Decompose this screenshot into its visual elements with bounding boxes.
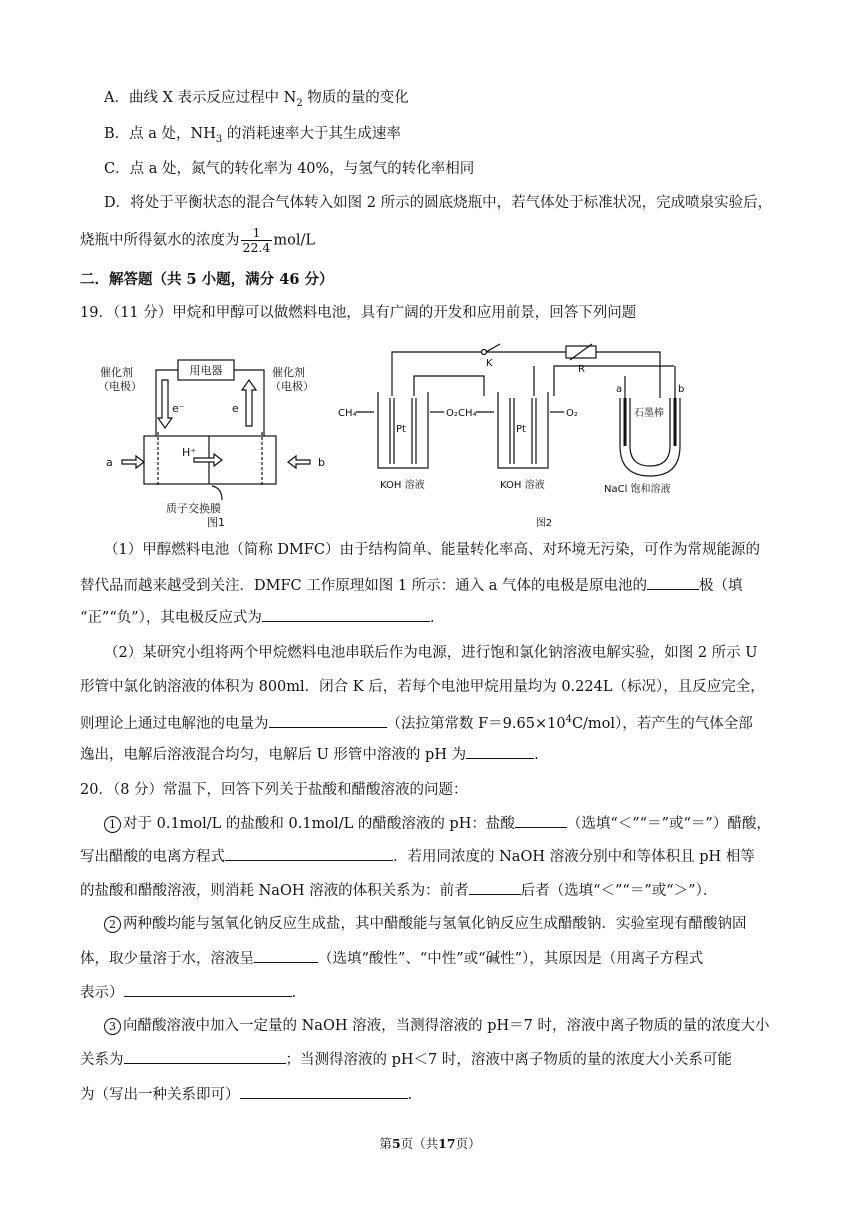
answer-blank[interactable]	[466, 744, 534, 759]
fig2-graphite-label: 石墨棒	[634, 408, 664, 419]
q20-s1-line1-text: 对于 0.1mol/L 的盐酸和 0.1mol/L 的醋酸溶液的 pH：盐酸	[123, 816, 515, 832]
q20-s3-line3	[80, 1084, 412, 1105]
q20-s1-line3-text: 的盐酸和醋酸溶液，则消耗 NaOH 溶液的体积关系为：前者	[80, 883, 469, 899]
option-a-tail: 物质的量的变化	[302, 90, 409, 106]
option-d: D．将处于平衡状态的混合气体转入如图 2 所示的圆底烧瓶中，若气体处于标准状况，完成喷泉实验后，	[104, 195, 773, 211]
q19-p2-line2: 形管中氯化钠溶液的体积为 800ml．闭合 K 后，若每个电池甲烷用量均为 0.224L（标况），且反应完全，	[80, 679, 765, 695]
fig1-inlet-a: a	[106, 456, 113, 469]
footer-mid: 页（共	[400, 1136, 439, 1151]
option-d-line2-unit: mol/L	[273, 232, 315, 249]
q20-s1-line2-tail: ．若用同浓度的 NaOH 溶液分别中和等体积且 pH 相等	[393, 849, 755, 865]
fig1-electron-left: e⁻	[172, 402, 185, 415]
page-footer	[0, 1134, 860, 1154]
q19-p1-line2-text: 替代品而越来越受到关注．DMFC 工作原理如图 1 所示：通入 a 气体的电极是原电池的	[80, 578, 648, 594]
option-b-sub: 3	[215, 133, 223, 145]
option-d-line2	[80, 226, 315, 255]
q19-p2-line3-text: 则理论上通过电解池的电量为	[80, 715, 269, 732]
fig2-pt-right: Pt	[516, 424, 526, 435]
option-d-line2-pre: 烧瓶中所得氨水的浓度为	[80, 232, 240, 249]
q20-s2-line2	[80, 948, 703, 969]
q19-p1-line3-tail: .	[429, 610, 435, 626]
answer-blank[interactable]	[262, 607, 430, 622]
q20-stem: 20．（8 分）常温下，回答下列关于盐酸和醋酸溶液的问题：	[80, 782, 468, 798]
footer-page-number: 5	[391, 1136, 401, 1151]
fig2-o2-right: O₂	[566, 408, 578, 419]
option-b-text: B．点 a 处，NH	[104, 126, 216, 142]
q20-s2-line3-text: 表示）	[80, 985, 124, 1001]
fig1-electrode-left: （电极）	[98, 380, 142, 393]
fig1-membrane-label: 质子交换膜	[166, 502, 221, 515]
fig2-ch4-left: CH₄	[338, 408, 357, 419]
q19-p2-line3-mid: （法拉第常数 F＝9.65×10	[386, 715, 566, 732]
fig1-electrode-right: （电极）	[270, 380, 314, 393]
q19-p1-line3	[80, 607, 435, 628]
fig1-caption: 图1	[207, 516, 225, 529]
q20-s1-line1	[104, 813, 771, 834]
fig1-catalyst-right: 催化剂	[272, 366, 305, 379]
fig1-proton: H⁺	[182, 446, 197, 459]
answer-blank[interactable]	[225, 846, 393, 861]
q20-s2-line2-text: 体，取少量溶于水，溶液呈	[80, 951, 254, 967]
q20-s1-line3	[80, 880, 717, 901]
option-b	[104, 124, 401, 150]
q19-p2-line4-tail: .	[534, 747, 539, 763]
q20-s3-line2-tail: ；当测得溶液的 pH＜7 时，溶液中离子物质的量的浓度大小关系可能	[285, 1052, 732, 1068]
q20-s1-line1-tail: （选填“＜”“＝”或“＝”）醋酸，	[566, 816, 771, 832]
fraction	[241, 226, 273, 255]
option-a	[104, 88, 409, 114]
fig1-inlet-b: b	[318, 456, 325, 469]
option-b-tail: 的消耗速率大于其生成速率	[222, 126, 401, 142]
q19-p2-line3	[80, 710, 753, 734]
fig2-resistor-label: R	[578, 364, 585, 375]
fig2-caption: 图2	[535, 518, 553, 529]
answer-blank[interactable]	[124, 1049, 286, 1064]
q20-s1-line3-tail: 后者（选填“＜”“＝”或“＞”）．	[520, 883, 718, 899]
option-c: C．点 a 处，氮气的转化率为 40%，与氢气的转化率相同	[104, 161, 475, 177]
fig2-pt-left: Pt	[396, 424, 406, 435]
q19-p1-line2	[80, 575, 743, 596]
answer-blank[interactable]	[124, 982, 292, 997]
footer-pre: 第	[379, 1136, 392, 1151]
fig2-electrode-a: a	[616, 384, 623, 395]
q20-s3-line1	[104, 1016, 769, 1036]
q19-p2-line3-sup: 4	[565, 714, 572, 725]
answer-blank[interactable]	[647, 575, 699, 590]
answer-blank[interactable]	[254, 948, 318, 963]
footer-total-pages: 17	[438, 1136, 456, 1151]
footer-post: 页）	[455, 1136, 481, 1151]
q20-s2-line3-tail: .	[291, 985, 297, 1001]
q19-p2-line1: （2）某研究小组将两个甲烷燃料电池串联后作为电源，进行饱和氯化钠溶液电解实验，如图 2 所示 U	[104, 645, 758, 661]
fig2-koh-right: KOH 溶液	[500, 480, 545, 491]
fig1-device-label: 用电器	[189, 364, 223, 377]
figure-1	[96, 346, 336, 536]
fig2-switch-label: K	[486, 358, 493, 369]
fig2-koh-left: KOH 溶液	[380, 480, 425, 491]
q19-p2-line3-tail: C/mol），若产生的气体全部	[571, 715, 753, 732]
fig1-electron-right: e	[232, 402, 239, 415]
circled-number-2: 2	[104, 916, 121, 933]
fig2-electrode-b: b	[678, 384, 685, 395]
circled-number-3: 3	[104, 1018, 121, 1035]
q19-p1-line3-text: “正”“负”），其电极反应式为	[80, 610, 262, 626]
q19-p2-line4-text: 逸出，电解后溶液混合均匀，电解后 U 形管中溶液的 pH 为	[80, 747, 467, 763]
fraction-numerator: 1	[241, 226, 273, 241]
section-heading: 二．解答题（共 5 小题，满分 46 分）	[80, 271, 334, 288]
q20-s1-line2	[80, 846, 755, 867]
answer-blank[interactable]	[240, 1084, 408, 1099]
fraction-denominator: 22.4	[242, 240, 271, 255]
q20-s3-line3-text: 为（写出一种关系即可）	[80, 1087, 240, 1103]
q20-s1-line2-text: 写出醋酸的电离方程式	[80, 849, 225, 865]
q20-s2-line1	[104, 914, 747, 934]
q20-s2-line2-tail: （选填“酸性”、“中性”或“碱性”），其原因是（用离子方程式	[318, 951, 704, 967]
fig1-catalyst-left: 催化剂	[100, 366, 133, 379]
q20-s2-line3	[80, 982, 296, 1003]
fig2-o2-left: O₂	[446, 408, 458, 419]
answer-blank[interactable]	[515, 813, 567, 828]
q19-p1-line2-tail: 极（填	[699, 578, 743, 594]
fig2-ch4-right: CH₄	[458, 408, 477, 419]
q20-s3-line1-text: 向醋酸溶液中加入一定量的 NaOH 溶液，当测得溶液的 pH＝7 时，溶液中离子物质的量的浓度大小	[123, 1018, 770, 1034]
q20-s2-line1-text: 两种酸均能与氢氧化钠反应生成盐，其中醋酸能与氢氧化钠反应生成醋酸钠．实验室现有醋酸钠固	[123, 916, 747, 932]
answer-blank[interactable]	[469, 880, 521, 895]
option-a-text: A．曲线 X 表示反应过程中 N	[104, 90, 297, 106]
circled-number-1: 1	[104, 816, 121, 833]
q20-s3-line2-text: 关系为	[80, 1052, 124, 1068]
figure-2	[334, 336, 714, 536]
q19-stem: 19．（11 分）甲烷和甲醇可以做燃料电池，具有广阔的开发和应用前景，回答下列问题	[80, 305, 637, 321]
q19-p1-line1: （1）甲醇燃料电池（简称 DMFC）由于结构简单、能量转化率高、对环境无污染，可作为常规能源的	[104, 542, 760, 558]
answer-blank[interactable]	[269, 713, 387, 728]
q20-s3-line2	[80, 1049, 732, 1070]
q20-s3-line3-tail: .	[407, 1087, 413, 1103]
option-a-sub: 2	[296, 97, 303, 109]
fig2-nacl-label: NaCl 饱和溶液	[604, 484, 671, 495]
q19-p2-line4	[80, 744, 539, 765]
